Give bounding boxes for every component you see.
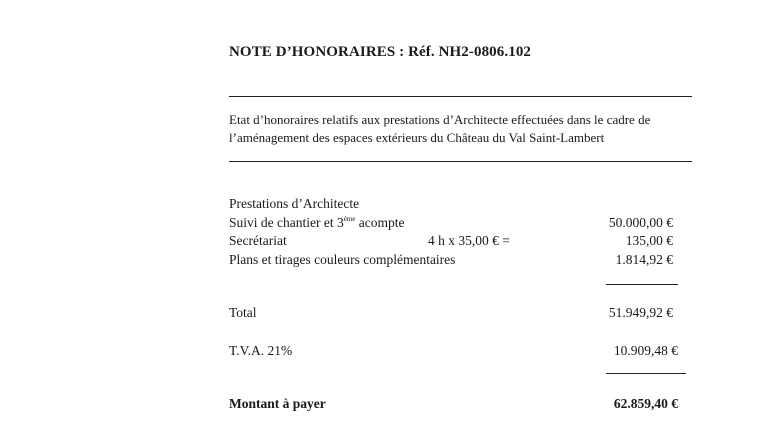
total-label: Total xyxy=(229,305,257,320)
suivi-amount: 50.000,00 € xyxy=(608,215,673,230)
tva-label: T.V.A. 21% xyxy=(229,343,293,358)
description-line-2: l’aménagement des espaces extérieurs du Château du Val Saint-Lambert xyxy=(229,130,605,145)
suivi-label-suffix: acompte xyxy=(355,215,405,230)
plans-label: Plans et tirages couleurs complémentaires xyxy=(229,252,456,267)
secretariat-calculation: 4 h x 35,00 € = xyxy=(428,233,510,248)
suivi-label-superscript: ème xyxy=(343,215,356,223)
suivi-label-text: Suivi de chantier et 3 xyxy=(229,215,344,230)
plans-amount: 1.814,92 € xyxy=(615,252,673,267)
amount-due-label: Montant à payer xyxy=(229,396,326,411)
amount-due-value: 62.859,40 € xyxy=(613,396,678,411)
description-divider xyxy=(229,161,692,162)
tva-rule xyxy=(606,373,686,374)
description-line-1: Etat d’honoraires relatifs aux prestations d’Architecte effectuées dans le cadre de xyxy=(229,112,651,127)
secretariat-amount: 135,00 € xyxy=(625,233,673,248)
section-label: Prestations d’Architecte xyxy=(229,196,360,211)
tva-amount: 10.909,48 € xyxy=(613,343,678,358)
top-divider xyxy=(229,96,692,97)
subtotal-rule xyxy=(606,284,678,285)
invoice-description xyxy=(229,111,699,147)
secretariat-label: Secrétariat xyxy=(229,233,287,248)
suivi-label xyxy=(229,215,405,231)
invoice-title: NOTE D’HONORAIRES : Réf. NH2-0806.102 xyxy=(229,44,532,60)
total-amount: 51.949,92 € xyxy=(608,305,673,320)
